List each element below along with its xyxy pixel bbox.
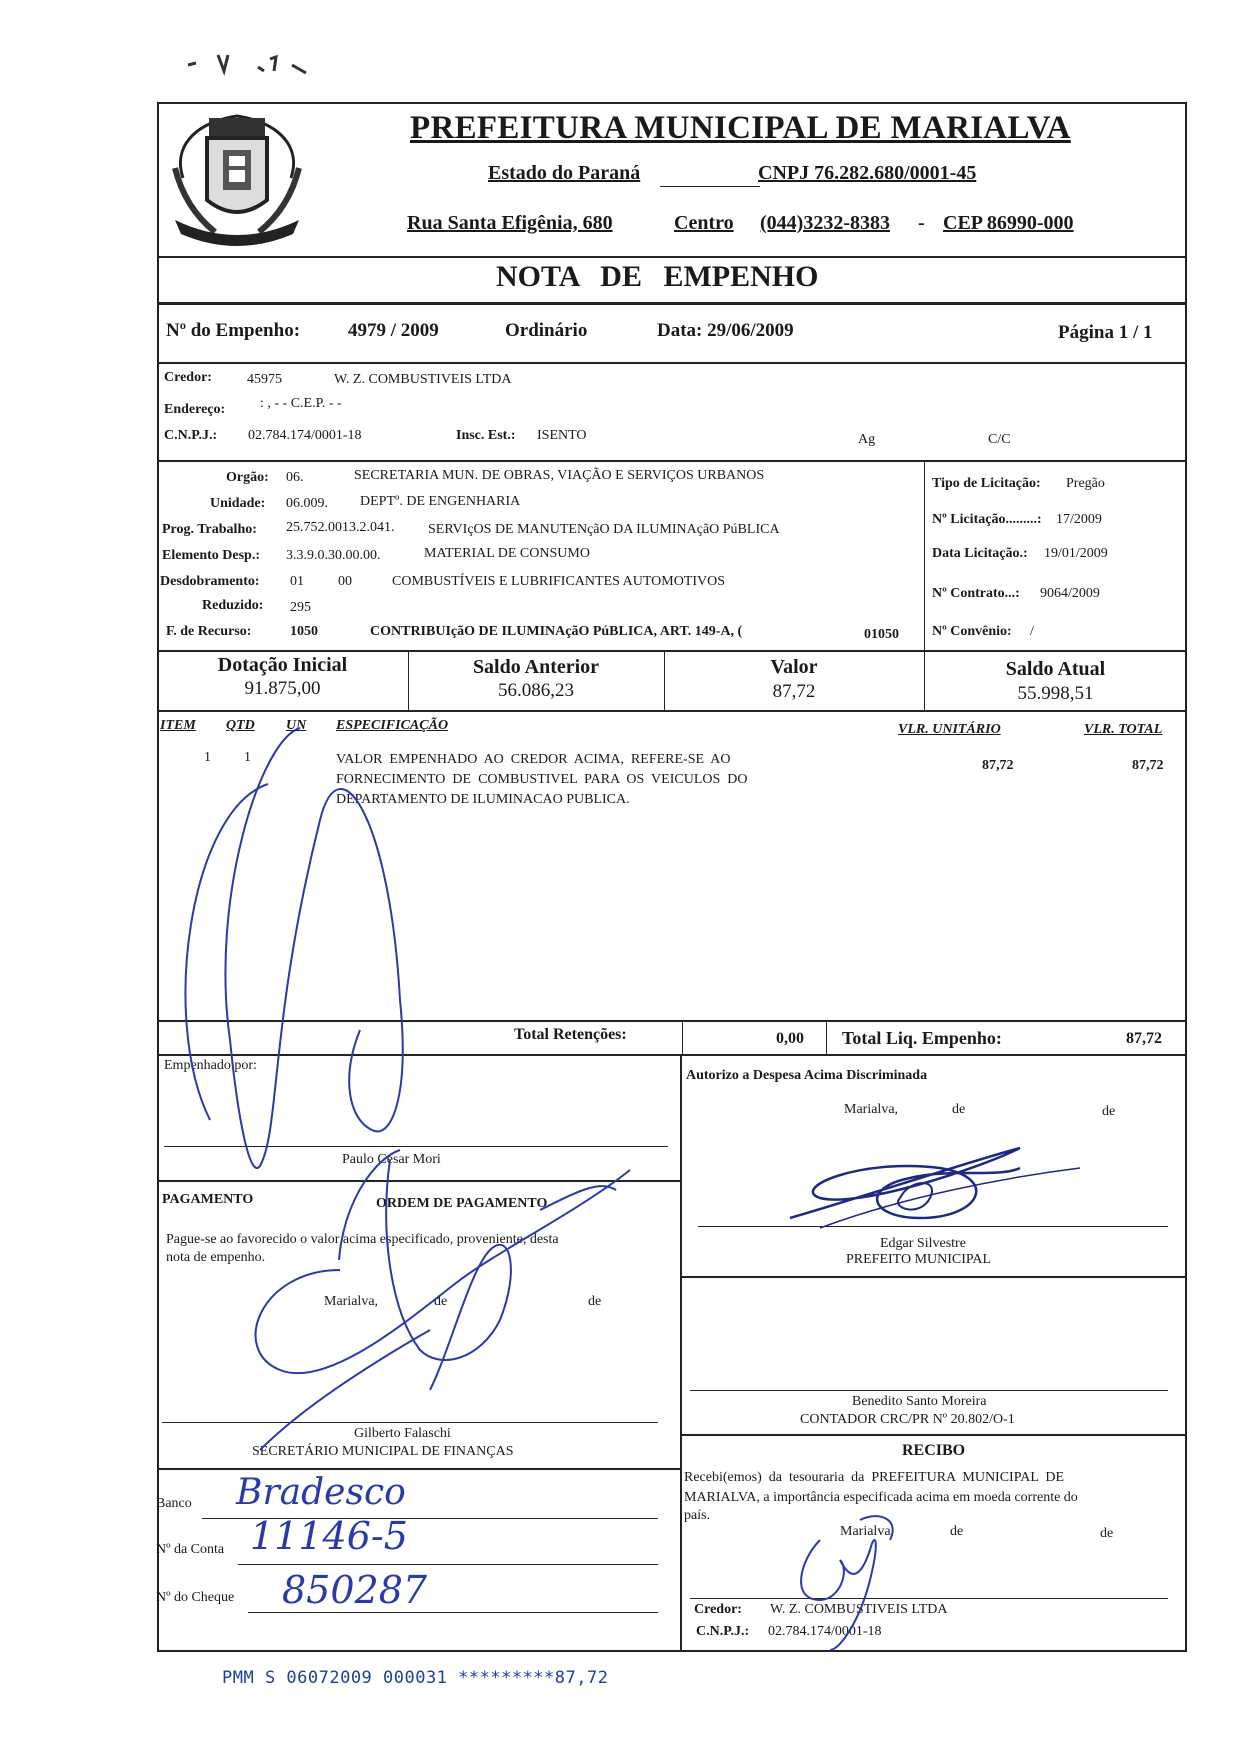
state-name: Estado do Paraná [488, 162, 641, 184]
item-description-line1: VALOR EMPENHADO AO CREDOR ACIMA, REFERE-SE AO [336, 752, 731, 767]
secretario-role: SECRETÁRIO MUNICIPAL DE FINANÇAS [252, 1444, 514, 1459]
insc-label: Insc. Est.: [456, 428, 516, 443]
pagamento-text1: Pague-se ao favorecido o valor acima especificado, proveniente, desta [166, 1232, 559, 1247]
convenio-value: / [1030, 624, 1034, 639]
valor-label: Valor [770, 656, 818, 678]
recibo-text3: país. [684, 1508, 711, 1523]
item-col-header: ITEM [160, 718, 196, 733]
empenho-date: Data: 29/06/2009 [657, 320, 794, 341]
dotacao-value: 91.875,00 [244, 678, 321, 699]
edgar-signature-icon [780, 1138, 1080, 1238]
total-liquido-label: Total Liq. Empenho: [842, 1028, 1002, 1048]
insc-value: ISENTO [537, 428, 587, 443]
pagamento-de1: de [434, 1294, 448, 1309]
credor-code: 45975 [247, 372, 282, 387]
unidade-name: DEPTº. DE ENGENHARIA [360, 494, 521, 509]
autorizo-de2: de [1102, 1104, 1116, 1119]
recibo-credor-label: Credor: [694, 1602, 742, 1617]
empenho-label: Nº do Empenho: [166, 320, 301, 341]
reduzido-value: 295 [290, 600, 311, 615]
city-crest-icon [163, 108, 311, 256]
cheque-value: 850287 [282, 1568, 428, 1612]
empenhado-label: Empenhado por: [164, 1058, 257, 1073]
city-cnpj: CNPJ 76.282.680/0001-45 [758, 162, 977, 184]
orgao-code: 06. [286, 470, 304, 485]
saldo-anterior-value: 56.086,23 [498, 680, 574, 701]
dotacao-label: Dotação Inicial [217, 654, 348, 676]
margin-marks [180, 45, 360, 85]
data-licitacao-value: 19/01/2009 [1044, 546, 1108, 561]
prefeito-name: Edgar Silvestre [880, 1236, 966, 1251]
conta-label: Nº da Conta [156, 1542, 225, 1557]
unidade-label: Unidade: [210, 496, 266, 511]
vlr-total-col-header: VLR. TOTAL [1084, 722, 1163, 737]
prefeito-role: PREFEITO MUNICIPAL [846, 1252, 992, 1267]
desdobramento-name: COMBUSTÍVEIS E LUBRIFICANTES AUTOMOTIVOS [392, 574, 726, 589]
fonte-recurso-name: CONTRIBUIçãO DE ILUMINAçãO PúBLICA, ART. 149-A, ( [370, 624, 743, 639]
prog-label: Prog. Trabalho: [162, 522, 257, 537]
saldo-anterior-label: Saldo Anterior [472, 656, 600, 678]
elemento-label: Elemento Desp.: [162, 548, 260, 563]
elemento-code: 3.3.9.0.30.00.00. [286, 548, 381, 563]
pagamento-de2: de [588, 1294, 602, 1309]
item-total-value: 87,72 [1132, 758, 1164, 773]
pagamento-place: Marialva, [324, 1294, 379, 1309]
city-phone: (044)3232-8383 [760, 212, 890, 234]
recibo-text1: Recebi(emos) da tesouraria da PREFEITURA MUNICIPAL DE [684, 1470, 1065, 1485]
total-retencoes-label: Total Retenções: [514, 1026, 627, 1043]
item-description-line3: DEPARTAMENTO DE ILUMINACAO PUBLICA. [336, 792, 630, 807]
prog-name: SERVIçOS DE MANUTENçãO DA ILUMINAçãO PúBLICA [428, 522, 780, 537]
document-title: NOTA DE EMPENHO [496, 260, 819, 293]
city-cep: CEP 86990-000 [943, 212, 1074, 234]
recibo-de1: de [950, 1524, 964, 1539]
autorizo-de1: de [952, 1102, 966, 1117]
gilberto-signature-icon [240, 1150, 660, 1470]
empenhado-signer: Paulo César Mori [342, 1152, 441, 1167]
endereco-value: : , - - C.E.P. - - [260, 396, 342, 411]
item-unit-value: 87,72 [982, 758, 1014, 773]
item-description-line2: FORNECIMENTO DE COMBUSTIVEL PARA OS VEICULOS DO [336, 772, 748, 787]
item-qtd: 1 [244, 750, 251, 765]
banco-value: Bradesco [236, 1472, 406, 1513]
cnpj-label: C.N.P.J.: [164, 428, 218, 443]
contrato-label: Nº Contrato...: [932, 586, 1020, 601]
unidade-code: 06.009. [286, 496, 328, 511]
un-col-header: UN [286, 718, 307, 733]
fonte-recurso-code2: 01050 [864, 627, 899, 642]
credor-signature-icon [780, 1500, 920, 1660]
tipo-licitacao-label: Tipo de Licitação: [932, 476, 1041, 491]
desdobramento-label: Desdobramento: [160, 574, 260, 589]
cheque-label: Nº do Cheque [156, 1590, 235, 1605]
dash: - [918, 212, 925, 234]
especificacao-col-header: ESPECIFICAÇÃO [336, 718, 449, 733]
recibo-cnpj-label: C.N.P.J.: [696, 1624, 750, 1639]
ordem-pagamento-label: ORDEM DE PAGAMENTO [376, 1196, 548, 1211]
reduzido-label: Reduzido: [202, 598, 264, 613]
vlr-unitario-col-header: VLR. UNITÁRIO [898, 722, 1001, 737]
item-number: 1 [204, 750, 211, 765]
fonte-recurso-label: F. de Recurso: [166, 624, 252, 639]
city-title: PREFEITURA MUNICIPAL DE MARIALVA [410, 110, 1071, 146]
empenho-number: 4979 / 2009 [348, 320, 439, 341]
elemento-name: MATERIAL DE CONSUMO [424, 546, 590, 561]
fonte-recurso-code: 1050 [290, 624, 318, 639]
cc-label: C/C [988, 432, 1011, 447]
pagamento-label: PAGAMENTO [162, 1192, 254, 1207]
desdobramento-code2: 00 [338, 574, 352, 589]
total-retencoes-value: 0,00 [776, 1030, 804, 1047]
prog-code: 25.752.0013.2.041. [286, 520, 395, 535]
secretario-name: Gilberto Falaschi [354, 1426, 451, 1441]
recibo-text2: MARIALVA, a importância especificada acima em moeda corrente do [684, 1490, 1078, 1505]
contador-role: CONTADOR CRC/PR Nº 20.802/O-1 [800, 1412, 1015, 1427]
desdobramento-code1: 01 [290, 574, 304, 589]
orgao-name: SECRETARIA MUN. DE OBRAS, VIAÇÃO E SERVIÇOS URBANOS [354, 468, 765, 483]
banco-label: Banco [156, 1496, 192, 1511]
cnpj-value: 02.784.174/0001-18 [248, 428, 362, 443]
numero-licitacao-value: 17/2009 [1056, 512, 1102, 527]
credor-label: Credor: [164, 370, 212, 385]
numero-licitacao-label: Nº Licitação.........: [932, 512, 1042, 527]
endereco-label: Endereço: [164, 402, 226, 417]
contador-name: Benedito Santo Moreira [852, 1394, 987, 1409]
conta-value: 11146-5 [250, 1514, 408, 1558]
city-district: Centro [674, 212, 734, 234]
recibo-place: Marialva, [840, 1524, 895, 1539]
autorizo-place: Marialva, [844, 1102, 899, 1117]
recibo-de2: de [1100, 1526, 1114, 1541]
autorizo-label: Autorizo a Despesa Acima Discriminada [686, 1068, 928, 1083]
ag-label: Ag [858, 432, 876, 447]
underline [660, 186, 760, 187]
orgao-label: Orgão: [226, 470, 269, 485]
city-address: Rua Santa Efigênia, 680 [407, 212, 613, 234]
pagamento-text2: nota de empenho. [166, 1250, 266, 1265]
credor-name: W. Z. COMBUSTIVEIS LTDA [334, 372, 512, 387]
tipo-licitacao-value: Pregão [1066, 476, 1105, 491]
convenio-label: Nº Convênio: [932, 624, 1012, 639]
contrato-value: 9064/2009 [1040, 586, 1100, 601]
recibo-credor-value: W. Z. COMBUSTIVEIS LTDA [770, 1602, 948, 1617]
recibo-cnpj-value: 02.784.174/0001-18 [768, 1624, 882, 1639]
saldo-atual-value: 55.998,51 [1017, 683, 1094, 704]
qtd-col-header: QTD [226, 718, 255, 733]
saldo-atual-label: Saldo Atual [1005, 658, 1106, 680]
valor-value: 87,72 [772, 681, 816, 702]
recibo-title: RECIBO [902, 1442, 966, 1459]
page-number: Página 1 / 1 [1058, 322, 1153, 343]
data-licitacao-label: Data Licitação.: [932, 546, 1028, 561]
empenho-type: Ordinário [505, 320, 588, 341]
cashier-stamp: PMM S 06072009 000031 *********87,72 [222, 1668, 609, 1688]
total-liquido-value: 87,72 [1126, 1030, 1162, 1047]
